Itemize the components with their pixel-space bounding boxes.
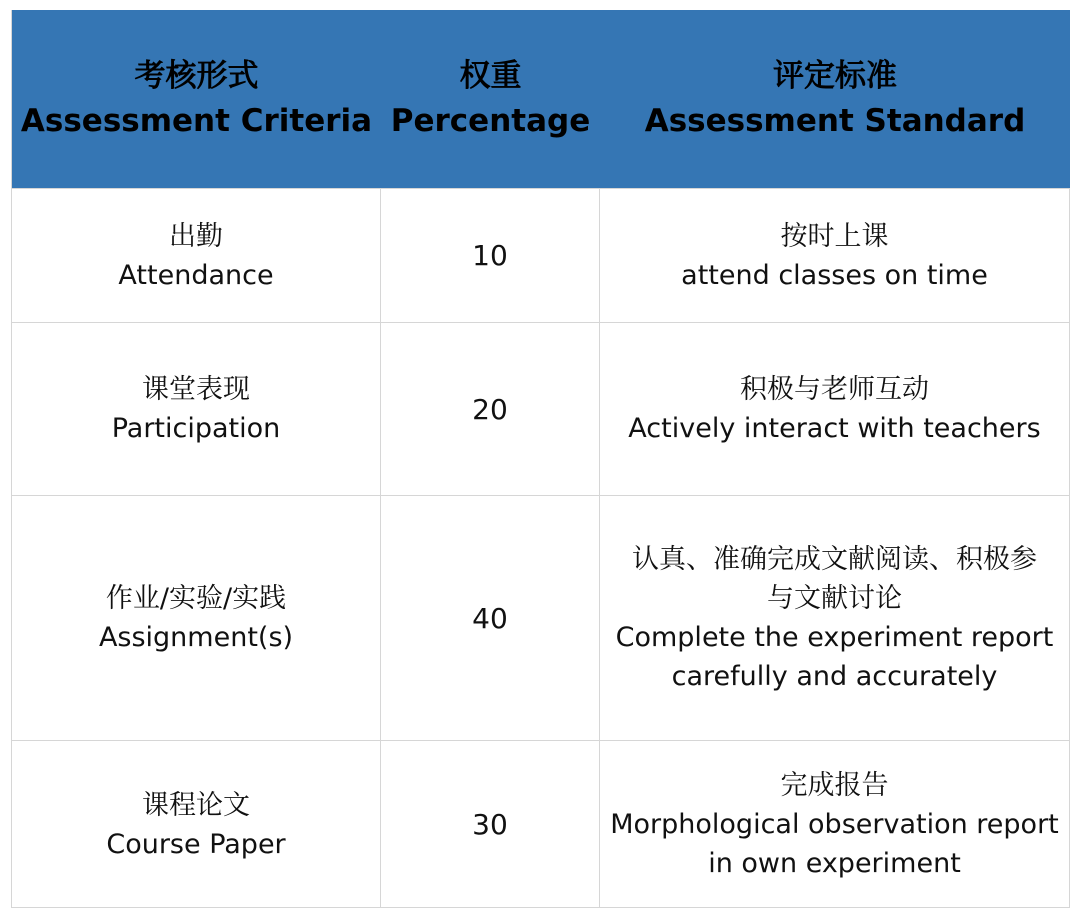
standard-en-line-1: Morphological observation report xyxy=(610,809,1059,840)
criteria-cn: 作业/实验/实践 xyxy=(105,583,287,614)
percentage-value: 30 xyxy=(472,808,508,841)
header-standard-cn: 评定标准 xyxy=(773,58,897,94)
criteria-en: Course Paper xyxy=(106,828,286,860)
row-course-paper-criteria xyxy=(12,740,381,908)
standard-en-line-1: Complete the experiment report xyxy=(615,622,1054,653)
row-assignment-standard xyxy=(600,495,1070,740)
row-course-paper-standard xyxy=(600,740,1070,908)
header-assessment-standard xyxy=(600,10,1070,188)
standard-en: Actively interact with teachers xyxy=(628,413,1041,444)
header-standard-en: Assessment Standard xyxy=(644,103,1026,139)
row-participation-criteria xyxy=(12,322,381,495)
standard-en-line-2: carefully and accurately xyxy=(671,661,998,692)
row-attendance-percentage xyxy=(381,188,600,322)
header-percentage-en: Percentage xyxy=(390,103,591,139)
criteria-en: Assignment(s) xyxy=(98,622,294,653)
row-attendance-standard xyxy=(600,188,1070,322)
criteria-en: Attendance xyxy=(118,259,274,291)
header-criteria-en: Assessment Criteria xyxy=(20,103,373,139)
percentage-value: 10 xyxy=(472,239,508,272)
assessment-table xyxy=(11,10,1069,908)
row-assignment-criteria xyxy=(12,495,381,740)
percentage-value: 20 xyxy=(472,392,508,426)
header-assessment-criteria xyxy=(12,10,381,188)
row-course-paper-percentage xyxy=(381,740,600,908)
percentage-value: 40 xyxy=(472,601,508,635)
standard-en: attend classes on time xyxy=(681,259,988,291)
standard-cn-line-2: 与文献讨论 xyxy=(767,583,902,614)
standard-cn: 积极与老师互动 xyxy=(740,374,929,405)
row-participation-percentage xyxy=(381,322,600,495)
standard-cn: 完成报告 xyxy=(780,770,889,801)
standard-cn: 按时上课 xyxy=(780,220,889,252)
header-criteria-cn: 考核形式 xyxy=(134,58,259,94)
row-participation-standard xyxy=(600,322,1070,495)
criteria-cn: 出勤 xyxy=(169,220,223,252)
header-percentage xyxy=(381,10,600,188)
header-percentage-cn: 权重 xyxy=(459,58,522,94)
criteria-cn: 课堂表现 xyxy=(142,374,250,405)
criteria-cn: 课程论文 xyxy=(142,789,250,821)
criteria-en: Participation xyxy=(111,413,281,444)
standard-cn-line-1: 认真、准确完成文献阅读、积极参 xyxy=(632,544,1037,575)
row-attendance-criteria xyxy=(12,188,381,322)
standard-en-line-2: in own experiment xyxy=(708,848,961,879)
row-assignment-percentage xyxy=(381,495,600,740)
